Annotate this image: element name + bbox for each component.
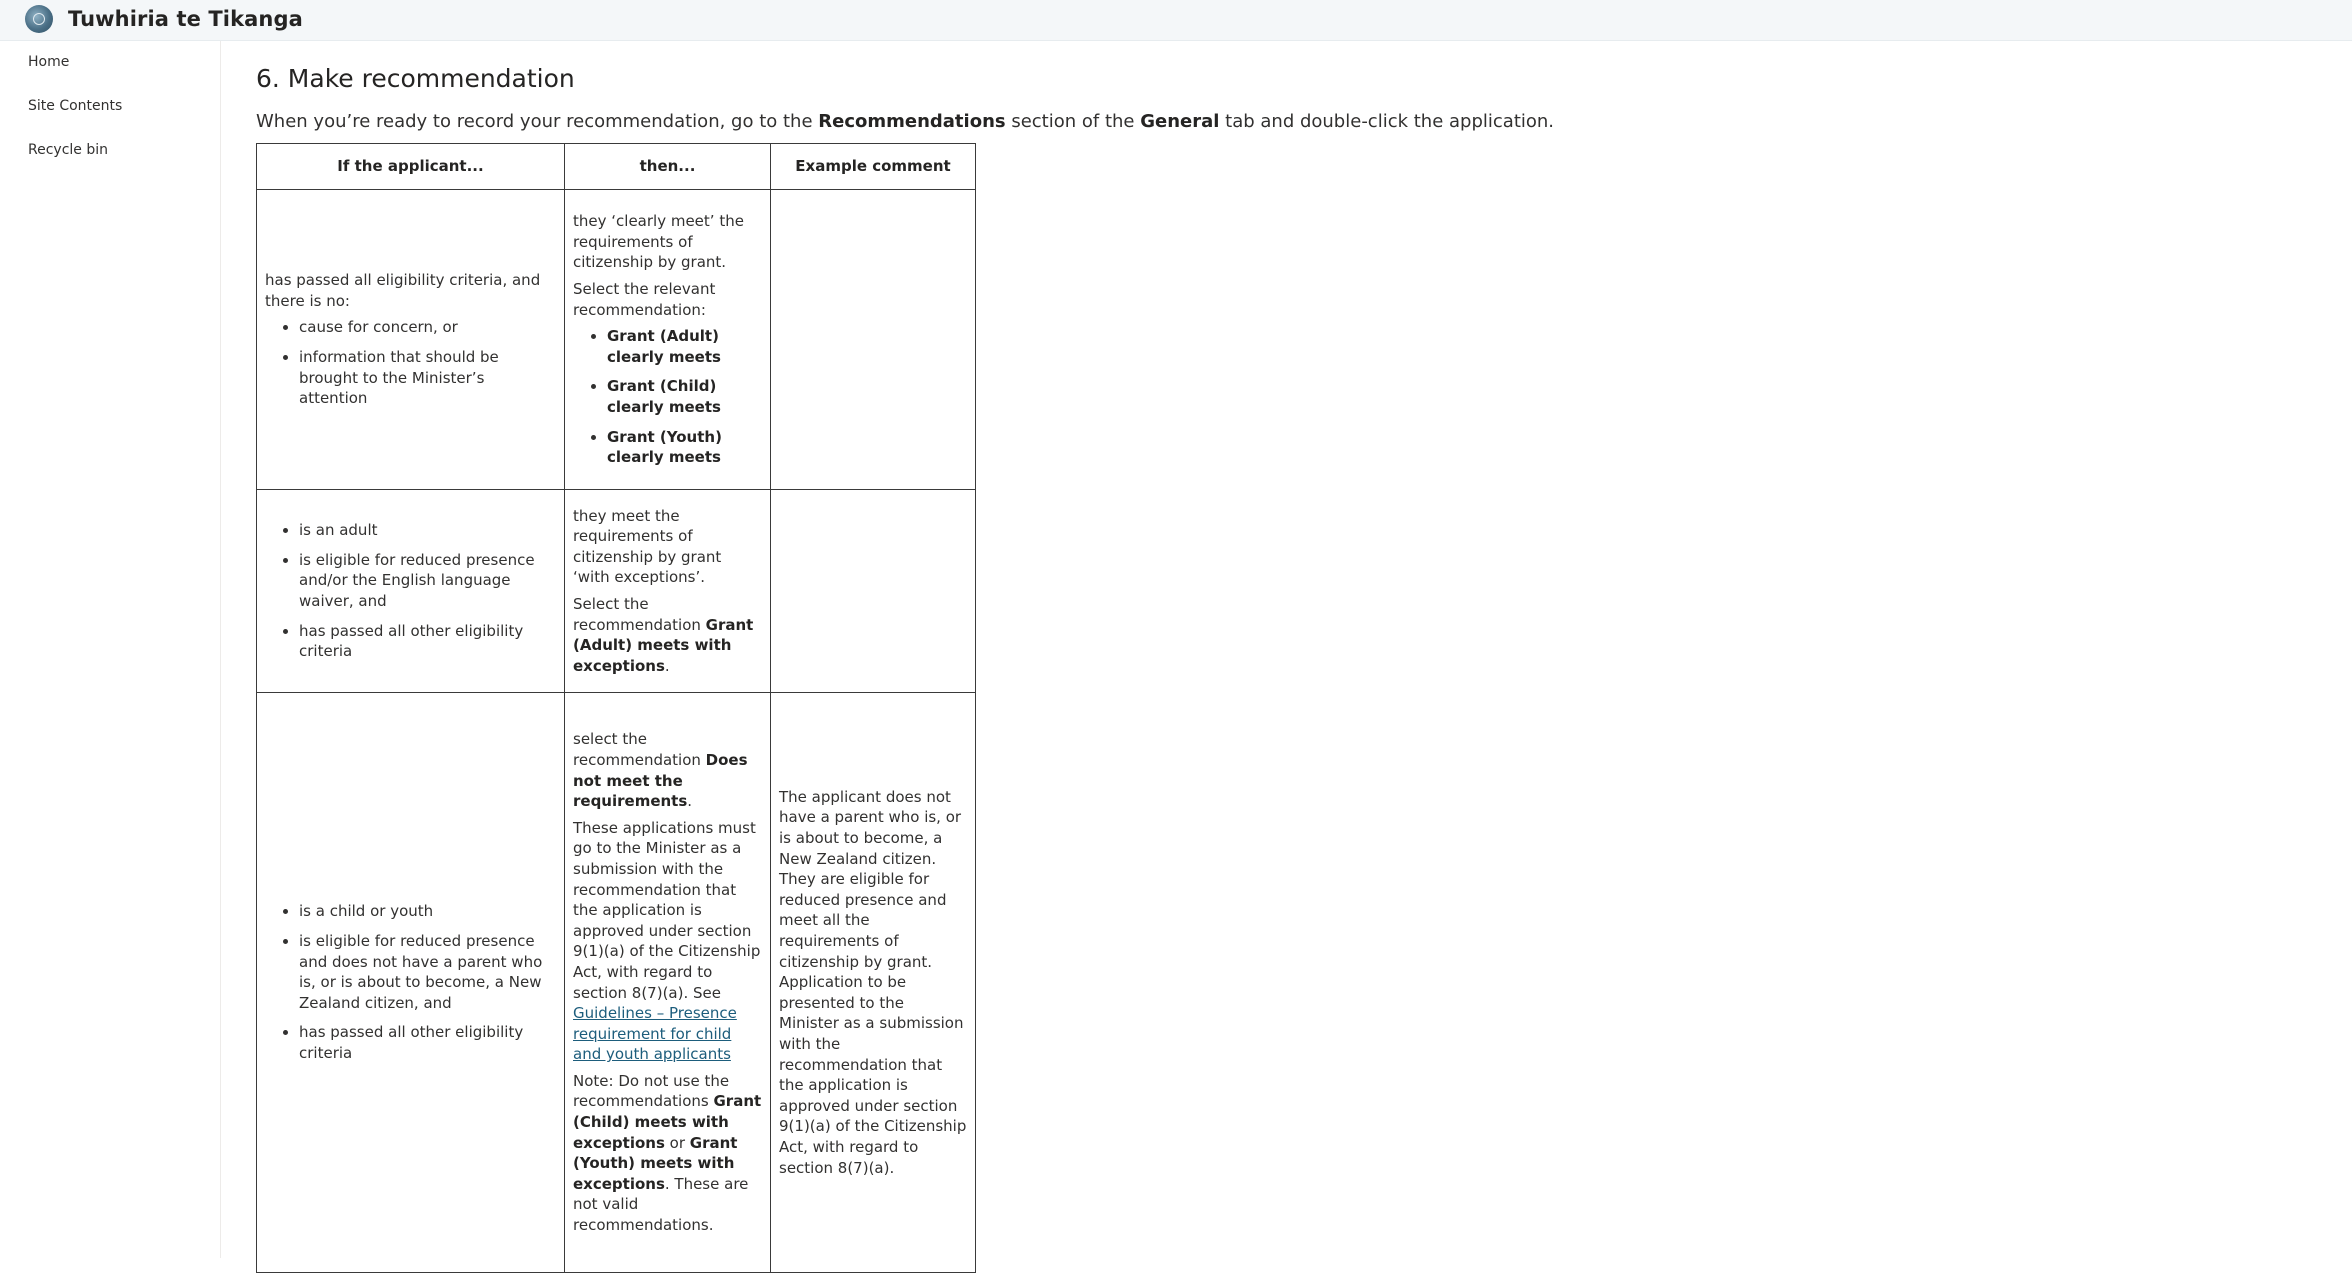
text-span: or bbox=[664, 1133, 690, 1152]
list-item: • is a child or youth bbox=[299, 901, 556, 922]
list-item: • is eligible for reduced presence and does not have a parent who is, or is about to become, a New Zealand citizen, and bbox=[299, 931, 556, 1013]
list-item: • is eligible for reduced presence and/or the English language waiver, and bbox=[299, 550, 556, 612]
row1-then-text: they ‘clearly meet’ the requirements of citizenship by grant. bbox=[573, 212, 744, 272]
text-span: Select the recommendation bbox=[573, 595, 706, 634]
recommendation-option: Does not meet the requirements bbox=[573, 750, 748, 811]
row2-then-cell bbox=[565, 490, 771, 693]
list-item: • has passed all other eligibility criteria bbox=[299, 1022, 556, 1063]
text-span: . bbox=[664, 656, 670, 675]
guidelines-link[interactable]: Guidelines – Presence requirement for child and youth applicants bbox=[573, 1004, 737, 1064]
text-span: Note: Do not use the recommendations bbox=[573, 1071, 730, 1111]
row1-applicant-list bbox=[265, 317, 556, 408]
nav-item-recycle-bin[interactable]: Recycle bin bbox=[28, 142, 108, 158]
nav-item-site-contents[interactable]: Site Contents bbox=[28, 98, 123, 114]
row2-example-cell bbox=[771, 490, 976, 693]
intro-text-2: section of the bbox=[1005, 111, 1141, 132]
row1-then-cell bbox=[565, 190, 771, 490]
table-row bbox=[257, 190, 976, 490]
list-item bbox=[607, 376, 762, 417]
row3-then-select bbox=[573, 729, 762, 811]
row3-example-cell: The applicant does not have a parent who is, or is about to become, a New Zealand citizen. They are eligible for reduced presence and meet all the requirements of citizenship by grant. Application to be presented to the Minister as a submission with the recommendation that the application is approved under section 9(1)(a) of the Citizenship Act, with regard to section 8(7)(a). bbox=[771, 693, 976, 1273]
table-row bbox=[257, 490, 976, 693]
row1-then-select: Select the relevant recommendation: bbox=[573, 280, 716, 319]
nav-item-home[interactable]: Home bbox=[28, 54, 70, 70]
row2-applicant-cell bbox=[257, 490, 565, 693]
row1-example-cell bbox=[771, 190, 976, 490]
recommendation-option: Grant (Youth) meets with exceptions bbox=[573, 1133, 738, 1193]
row1-then-list bbox=[573, 326, 762, 468]
text-span: . These are not valid recommendations. bbox=[573, 1174, 749, 1235]
list-item: • is an adult bbox=[299, 520, 556, 541]
text-span: . bbox=[687, 792, 693, 811]
row1-applicant-text: has passed all eligibility criteria, and there is no: bbox=[265, 271, 541, 310]
intro-text-3: tab and double-click the application. bbox=[1219, 111, 1555, 132]
intro-paragraph bbox=[256, 110, 1554, 134]
column-header-applicant: If the applicant... bbox=[257, 144, 565, 190]
recommendation-option: Grant (Youth) clearly meets bbox=[607, 427, 722, 467]
suite-bar bbox=[0, 0, 2352, 41]
row3-applicant-cell bbox=[257, 693, 565, 1273]
recommendation-option: Grant (Adult) clearly meets bbox=[607, 327, 721, 366]
table-header-row bbox=[257, 144, 976, 190]
recommendation-table bbox=[256, 143, 976, 1273]
row2-then-text: they meet the requirements of citizenship by grant ‘with exceptions’. bbox=[573, 506, 722, 587]
column-header-example-comment: Example comment bbox=[771, 144, 976, 190]
list-item bbox=[607, 427, 762, 468]
intro-bold-recommendations: Recommendations bbox=[818, 111, 1006, 132]
row2-then-select bbox=[573, 594, 762, 676]
page-heading: 6. Make recommendation bbox=[256, 64, 575, 93]
intro-bold-general: General bbox=[1140, 111, 1220, 132]
recommendation-option: Grant (Adult) meets with exceptions bbox=[573, 615, 754, 675]
row1-applicant-cell bbox=[257, 190, 565, 490]
list-item: • cause for concern, or bbox=[299, 317, 556, 338]
site-logo-icon[interactable] bbox=[25, 5, 53, 33]
table-row bbox=[257, 693, 976, 1273]
site-title[interactable]: Tuwhiria te Tikanga bbox=[68, 7, 303, 31]
row3-then-note bbox=[573, 1071, 762, 1236]
list-item: • information that should be brought to the Minister’s attention bbox=[299, 347, 556, 409]
list-item: • has passed all other eligibility criteria bbox=[299, 621, 556, 662]
recommendation-option: Grant (Child) clearly meets bbox=[607, 377, 721, 416]
left-navigation bbox=[0, 41, 221, 1258]
row3-then-cell bbox=[565, 693, 771, 1273]
intro-text-1: When you’re ready to record your recommendation, go to the bbox=[256, 111, 819, 132]
text-span: These applications must go to the Minister as a submission with the recommendation that the application is approved under section 9(1)(a) of the Citizenship Act, with regard to section 8(7)(a). See bbox=[573, 818, 761, 1002]
list-item bbox=[607, 326, 762, 367]
text-span: select the recommendation bbox=[573, 730, 706, 769]
row2-applicant-list bbox=[265, 520, 556, 662]
column-header-then: then... bbox=[565, 144, 771, 190]
recommendation-option: Grant (Child) meets with exceptions bbox=[573, 1092, 762, 1152]
row3-applicant-list bbox=[265, 901, 556, 1063]
row3-then-explanation bbox=[573, 818, 762, 1065]
